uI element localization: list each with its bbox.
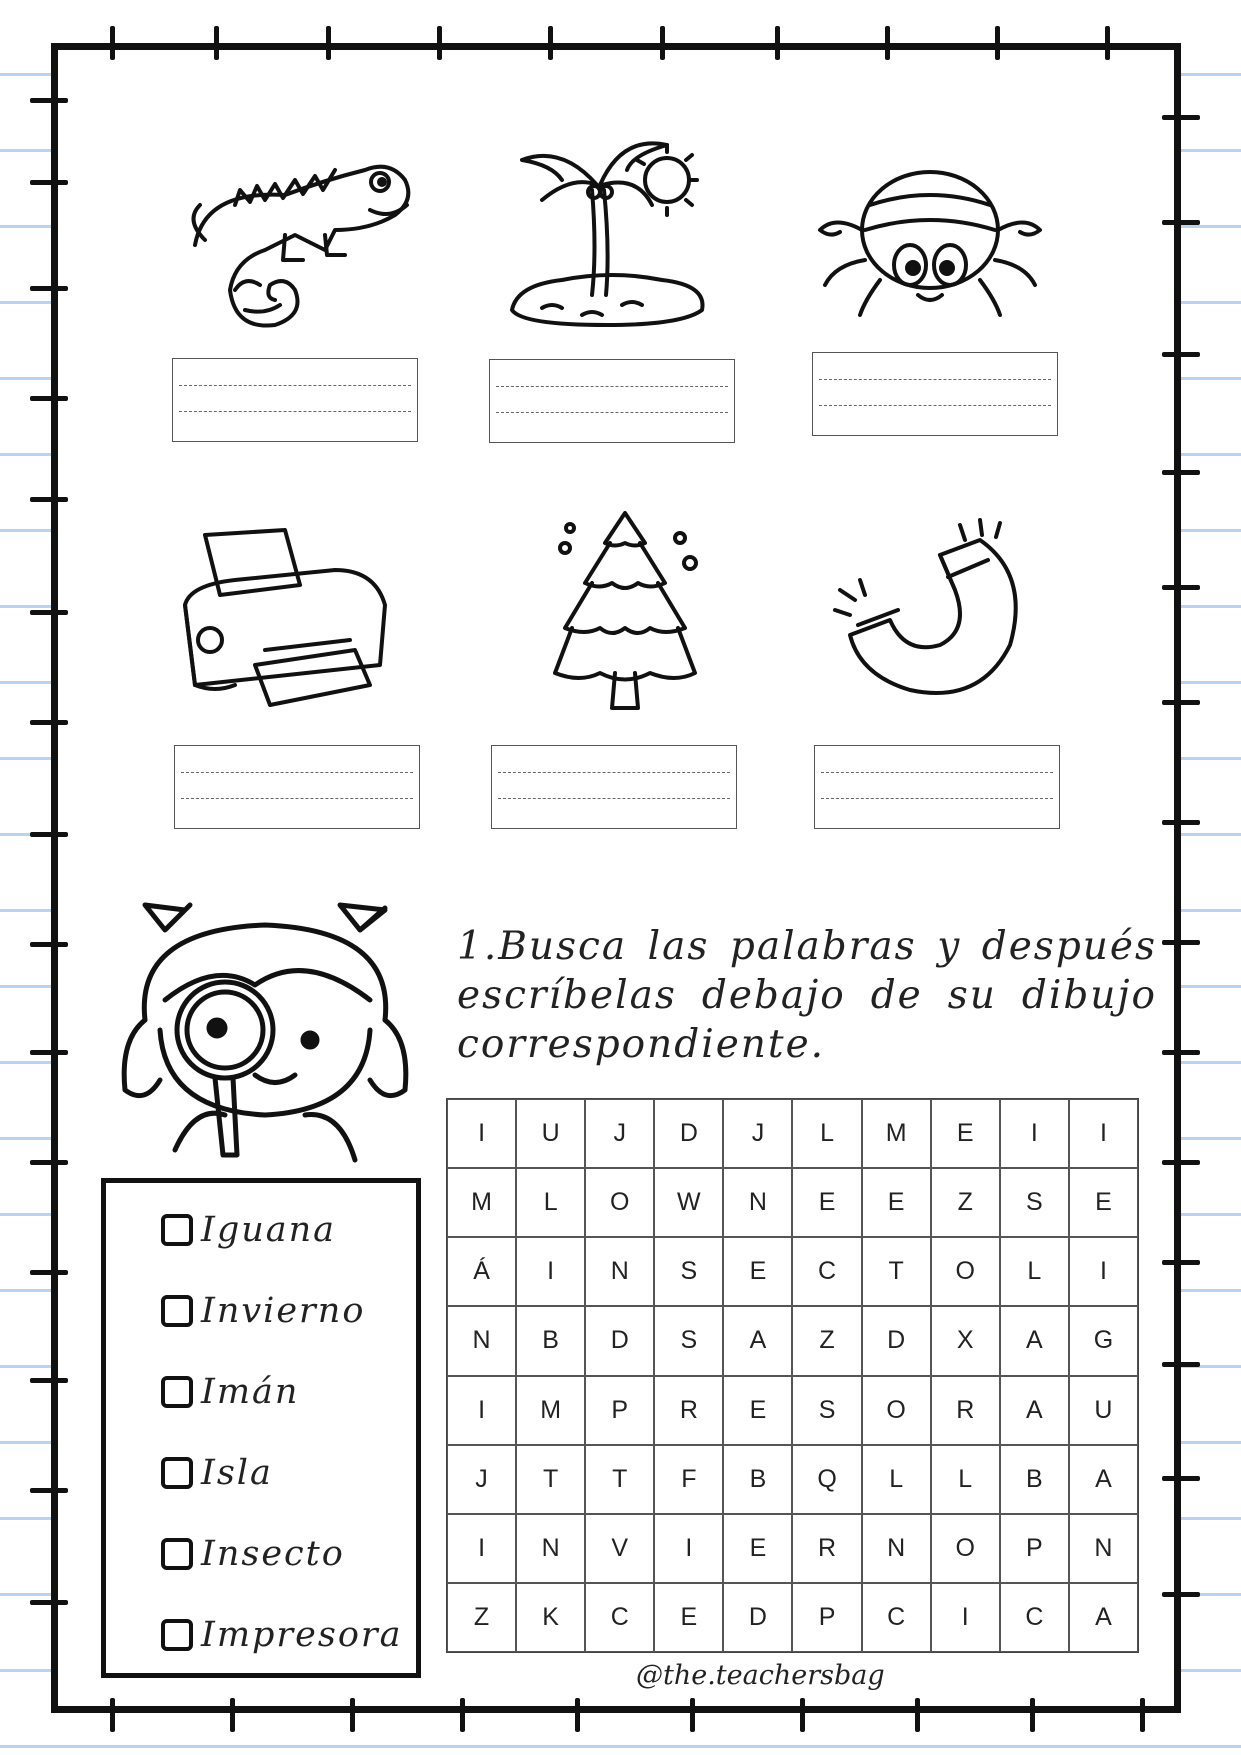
word-search-cell[interactable]: O <box>585 1168 654 1237</box>
magnet-icon <box>830 515 1030 705</box>
word-search-cell[interactable]: Á <box>447 1237 516 1306</box>
word-search-cell[interactable]: E <box>654 1583 723 1652</box>
word-item-iguana[interactable]: Iguana <box>161 1205 336 1255</box>
word-search-cell[interactable]: K <box>516 1583 585 1652</box>
word-search-cell[interactable]: J <box>723 1099 792 1168</box>
word-search-cell[interactable]: E <box>862 1168 931 1237</box>
frame-tick <box>1162 470 1200 475</box>
word-search-cell[interactable]: P <box>1000 1514 1069 1583</box>
checkbox[interactable] <box>161 1376 193 1408</box>
frame-tick <box>326 26 331 60</box>
word-search-cell[interactable]: I <box>1069 1237 1138 1306</box>
instruction-text: 1.Busca las palabras y después escríbelas debajo de su dibujo correspondiente. <box>457 924 1157 1067</box>
frame-tick <box>1162 1160 1200 1165</box>
word-item-insecto[interactable]: Insecto <box>161 1529 345 1579</box>
frame-tick <box>30 1160 68 1165</box>
word-search-cell[interactable]: S <box>1000 1168 1069 1237</box>
word-item-invierno[interactable]: Invierno <box>161 1286 365 1336</box>
word-search-cell[interactable]: A <box>723 1306 792 1375</box>
word-search-cell[interactable]: P <box>585 1376 654 1445</box>
word-search-cell[interactable]: I <box>1000 1099 1069 1168</box>
word-search-cell[interactable]: A <box>1069 1583 1138 1652</box>
word-search-cell[interactable]: D <box>862 1306 931 1375</box>
word-search-cell[interactable]: A <box>1000 1376 1069 1445</box>
word-search-cell[interactable]: G <box>1069 1306 1138 1375</box>
frame-tick <box>110 1698 115 1732</box>
word-search-cell[interactable]: L <box>931 1445 1000 1514</box>
word-search-cell[interactable]: Q <box>792 1445 861 1514</box>
word-search-cell[interactable]: V <box>585 1514 654 1583</box>
word-search-cell[interactable]: T <box>585 1445 654 1514</box>
word-search-cell[interactable]: I <box>447 1514 516 1583</box>
word-list-box <box>101 1178 421 1678</box>
word-search-cell[interactable]: M <box>862 1099 931 1168</box>
word-search-cell[interactable]: N <box>585 1237 654 1306</box>
word-search-cell[interactable]: Z <box>447 1583 516 1652</box>
word-search-cell[interactable]: C <box>792 1237 861 1306</box>
word-search-grid <box>446 1098 1139 1653</box>
word-search-cell[interactable]: E <box>723 1237 792 1306</box>
frame-tick <box>214 26 219 60</box>
iguana-icon <box>175 150 430 335</box>
frame-tick <box>460 1698 465 1732</box>
frame-tick <box>1162 700 1200 705</box>
answer-box-printer[interactable] <box>174 745 420 829</box>
word-search-cell[interactable]: I <box>447 1376 516 1445</box>
checkbox[interactable] <box>161 1214 193 1246</box>
island-icon <box>502 130 712 330</box>
word-search-cell[interactable]: N <box>447 1306 516 1375</box>
frame-tick <box>30 1488 68 1493</box>
frame-tick <box>30 832 68 837</box>
frame-tick <box>30 497 68 502</box>
frame-tick <box>30 1600 68 1605</box>
frame-tick <box>1162 1050 1200 1055</box>
frame-tick <box>1162 820 1200 825</box>
word-search-cell[interactable]: D <box>723 1583 792 1652</box>
frame-tick <box>548 26 553 60</box>
word-search-cell[interactable]: O <box>931 1514 1000 1583</box>
word-search-cell[interactable]: O <box>862 1376 931 1445</box>
frame-tick <box>30 610 68 615</box>
frame-tick <box>1162 585 1200 590</box>
word-search-cell[interactable]: S <box>654 1306 723 1375</box>
word-search-cell[interactable]: N <box>862 1514 931 1583</box>
frame-tick <box>575 1698 580 1732</box>
printer-icon <box>175 525 395 720</box>
frame-tick <box>1162 1260 1200 1265</box>
word-search-cell[interactable]: R <box>654 1376 723 1445</box>
frame-tick <box>30 396 68 401</box>
word-search-cell[interactable]: J <box>585 1099 654 1168</box>
word-search-cell[interactable]: S <box>792 1376 861 1445</box>
word-search-cell[interactable]: N <box>1069 1514 1138 1583</box>
frame-tick <box>30 720 68 725</box>
frame-tick <box>1105 26 1110 60</box>
frame-tick <box>1162 1476 1200 1481</box>
word-search-cell[interactable]: M <box>447 1168 516 1237</box>
frame-tick <box>30 1378 68 1383</box>
frame-tick <box>995 26 1000 60</box>
word-search-cell[interactable]: J <box>447 1445 516 1514</box>
checkbox[interactable] <box>161 1619 193 1651</box>
frame-tick <box>30 1270 68 1275</box>
word-search-cell[interactable]: C <box>585 1583 654 1652</box>
word-search-cell[interactable]: L <box>516 1168 585 1237</box>
word-search-cell[interactable]: R <box>931 1376 1000 1445</box>
answer-box-tree[interactable] <box>491 745 737 829</box>
word-search-cell[interactable]: F <box>654 1445 723 1514</box>
frame-tick <box>1162 1362 1200 1367</box>
frame-tick <box>1162 1592 1200 1597</box>
word-search-cell[interactable]: Z <box>792 1306 861 1375</box>
frame-tick <box>1162 940 1200 945</box>
frame-tick <box>30 286 68 291</box>
frame-tick <box>1162 220 1200 225</box>
answer-box-iguana[interactable] <box>172 358 418 442</box>
word-search-cell[interactable]: I <box>1069 1099 1138 1168</box>
frame-tick <box>350 1698 355 1732</box>
word-search-cell[interactable]: C <box>862 1583 931 1652</box>
frame-tick <box>1162 352 1200 357</box>
word-item-isla[interactable]: Isla <box>161 1448 273 1498</box>
word-search-cell[interactable]: R <box>792 1514 861 1583</box>
frame-tick <box>30 942 68 947</box>
frame-tick <box>1140 1698 1145 1732</box>
word-search-cell[interactable]: A <box>1069 1445 1138 1514</box>
frame-tick <box>30 1050 68 1055</box>
frame-tick <box>775 26 780 60</box>
frame-tick <box>437 26 442 60</box>
answer-box-magnet[interactable] <box>814 745 1060 829</box>
word-item-iman[interactable]: Imán <box>161 1367 299 1417</box>
word-search-cell[interactable]: L <box>1000 1237 1069 1306</box>
checkbox[interactable] <box>161 1295 193 1327</box>
word-search-cell[interactable]: L <box>862 1445 931 1514</box>
word-search-cell[interactable]: P <box>792 1583 861 1652</box>
frame-tick <box>660 26 665 60</box>
word-search-cell[interactable]: I <box>931 1583 1000 1652</box>
frame-tick <box>800 1698 805 1732</box>
checkbox[interactable] <box>161 1457 193 1489</box>
word-item-impresora[interactable]: Impresora <box>161 1610 403 1660</box>
frame-tick <box>915 1698 920 1732</box>
frame-tick <box>885 26 890 60</box>
word-search-cell[interactable]: N <box>516 1514 585 1583</box>
frame-tick <box>110 26 115 60</box>
checkbox[interactable] <box>161 1538 193 1570</box>
word-search-cell[interactable]: D <box>585 1306 654 1375</box>
answer-box-insect[interactable] <box>812 352 1058 436</box>
word-search-cell[interactable]: C <box>1000 1583 1069 1652</box>
frame-tick <box>30 180 68 185</box>
frame-tick <box>690 1698 695 1732</box>
word-search-cell[interactable]: A <box>1000 1306 1069 1375</box>
word-search-cell[interactable]: X <box>931 1306 1000 1375</box>
word-search-cell[interactable]: T <box>862 1237 931 1306</box>
word-search-cell[interactable]: U <box>516 1099 585 1168</box>
word-search-cell[interactable]: I <box>447 1099 516 1168</box>
frame-tick <box>1030 1698 1035 1732</box>
word-search-cell[interactable]: W <box>654 1168 723 1237</box>
word-search-cell[interactable]: I <box>654 1514 723 1583</box>
word-search-cell[interactable]: Z <box>931 1168 1000 1237</box>
credit-text: @the.teachersbag <box>636 1660 885 1691</box>
word-search-cell[interactable]: B <box>723 1445 792 1514</box>
word-search-cell[interactable]: E <box>931 1099 1000 1168</box>
word-search-cell[interactable]: E <box>723 1514 792 1583</box>
word-search-cell[interactable]: N <box>723 1168 792 1237</box>
word-search-cell[interactable]: D <box>654 1099 723 1168</box>
word-search-cell[interactable]: T <box>516 1445 585 1514</box>
word-search-cell[interactable]: B <box>1000 1445 1069 1514</box>
frame-tick <box>230 1698 235 1732</box>
word-search-cell[interactable]: E <box>723 1376 792 1445</box>
word-search-cell[interactable]: U <box>1069 1376 1138 1445</box>
winter-tree-icon <box>550 508 700 713</box>
word-search-cell[interactable]: E <box>1069 1168 1138 1237</box>
word-search-cell[interactable]: E <box>792 1168 861 1237</box>
word-search-cell[interactable]: S <box>654 1237 723 1306</box>
insect-icon <box>810 160 1050 320</box>
girl-with-magnifier-icon <box>105 890 425 1190</box>
word-search-cell[interactable]: B <box>516 1306 585 1375</box>
word-search-cell[interactable]: L <box>792 1099 861 1168</box>
answer-box-island[interactable] <box>489 359 735 443</box>
frame-tick <box>30 98 68 103</box>
word-search-cell[interactable]: I <box>516 1237 585 1306</box>
word-search-cell[interactable]: M <box>516 1376 585 1445</box>
word-search-cell[interactable]: O <box>931 1237 1000 1306</box>
frame-tick <box>1162 115 1200 120</box>
